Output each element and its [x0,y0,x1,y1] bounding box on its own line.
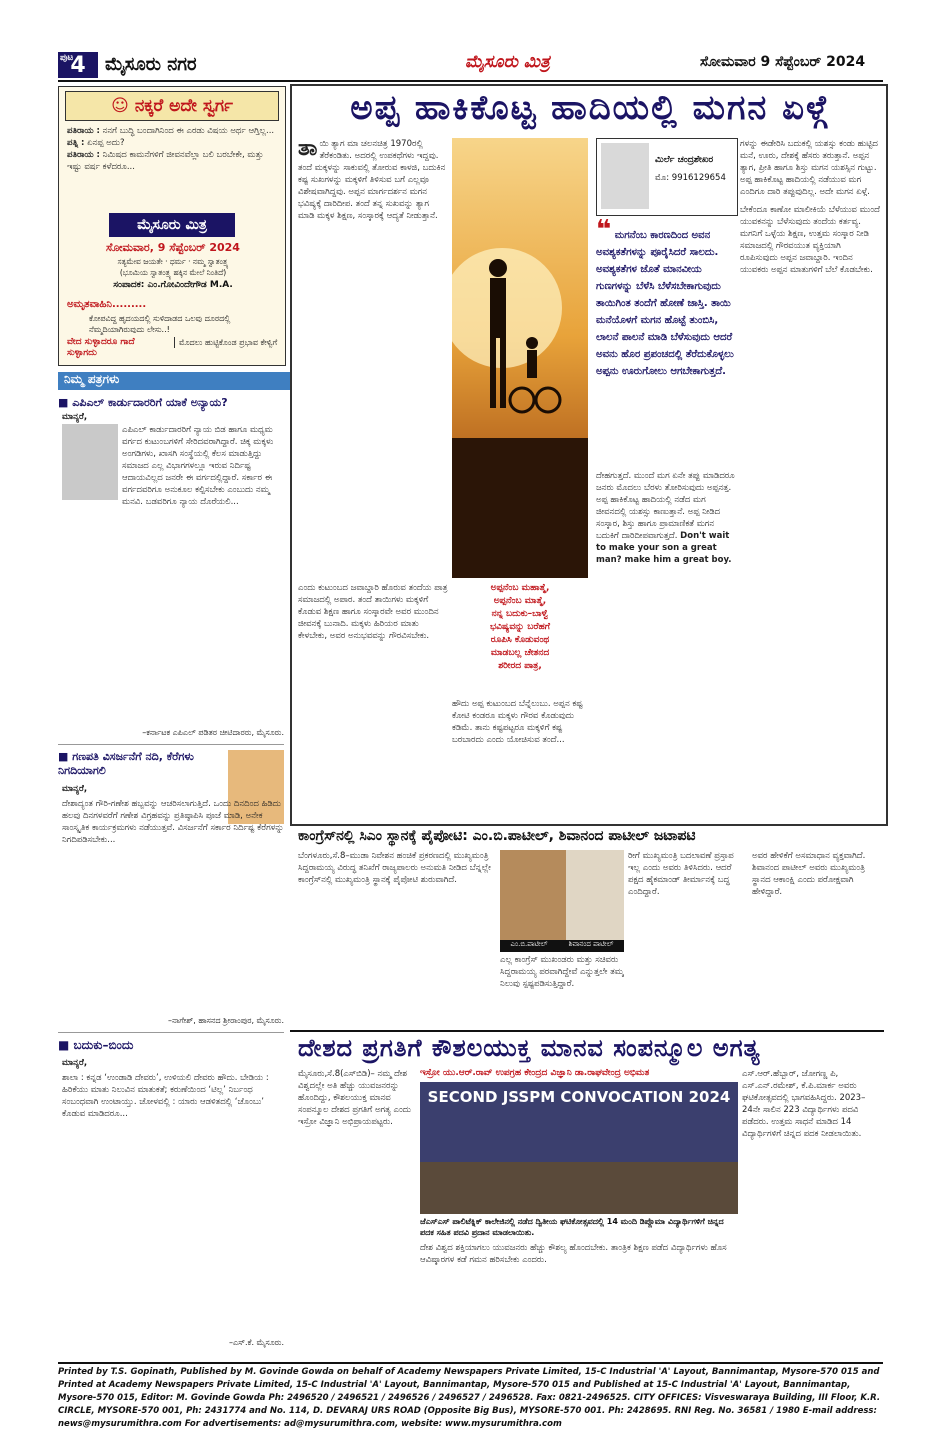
footer-imprint: Printed by T.S. Gopinath, Published by M. Govinde Gowda on behalf of Academy Newspapers Private Limited, 15-C Industrial 'A' Layout, Bannimantap, Mysore-570 015 and Printed at Academy Newspapers Private Limited, 15-C Industrial 'A' Layout, Bannimantap, Mysore-570 015 and Published at 15-C Industrial 'A' Layout, Bannimantap, Mysore-570 015, Editor: M. Govinde Gowda Ph: 2496520 / 2496521 / 2496526 / 2496527 / 2496528. Fax: 0821-2496525. CITY OFFICES: Visveswaraya Building, III Floor, K.R. CIRCLE, MYSORE-570 001, Ph: 2431774 and No. 114, D. DEVARAJ URS ROAD (Opposite Big Bus), MYSORE-570 001. Ph: 2428695. RNI Reg. No. 36581 / 1980 E-mail address: news@mysurumithra.com For advertisements: ad@mysurumithra.com, website: www.mysurumithra.com [58,1367,881,1429]
letter-body-1: ಎಪಿಎಲ್ ಕಾರ್ಡುದಾರರಿಗೆ ನ್ಯಾಯ ಬಿಡ ಹಾಗೂ ಮಧ್ಯಮ ವರ್ಗದ ಕುಟುಂಬಗಳಿಗೆ ಸೇರಿದವರಾಗಿದ್ದಾರೆ. ಚಿಕ್ಕ ಮಕ್ಕಳು ಅಂಗಡಿಗಳು, ಖಾಸಗಿ ಸಂಸ್ಥೆಯಲ್ಲಿ ಕೆಲಸ ಮಾಡುತ್ತಿದ್ದು ಸಮಾಜದ ಎಲ್ಲ ವಿಭಾಗಗಳಲ್ಲೂ ಇರುವ ನಿರ್ದಿಷ್ಟ ಆದಾಯವಿಲ್ಲದ ಜನರೇ ಈ ವರ್ಗದಲ್ಲಿದ್ದಾರೆ. ಸರ್ಕಾರ ಈ ವರ್ಗದವರಿಗೂ ಅನುಕೂಲ ಕಲ್ಪಿಸಬೇಕು ಎಂಬುದು ನಮ್ಮ ಮನವಿ. ಬಡವರಿಗೂ ನ್ಯಾಯ ದೊರೆಯಲಿ... [122,425,274,507]
letter-title-2: ■ ಗಣಪತಿ ವಿಸರ್ಜನೆಗೆ ನದಿ, ಕೆರೆಗಳು ನಿಗದಿಯಾಗಲಿ [58,750,194,777]
ration-card-image [62,424,118,500]
convocation-photo [420,1082,738,1214]
author-photo [601,143,649,209]
convocation-banner: SECOND JSSPM CONVOCATION 2024 [427,1088,731,1106]
veda-left: ವೇದ ಸುಳ್ಳಾದರೂ ಗಾದೆ ಸುಳ್ಳಾಗದು [67,337,135,358]
main-headline: ಅಪ್ಪ ಹಾಕಿಕೊಟ್ಟ ಹಾದಿಯಲ್ಲಿ ಮಗನ ಏಳ್ಗೆ [350,88,830,128]
letter-body-2: ದೇಶಾದ್ಯಂತ ಗೌರಿ-ಗಣೇಶ ಹಬ್ಬವನ್ನು ಆಚರಿಸಲಾಗುತ್ತಿದೆ. ಒಂದು ದಿನದಿಂದ ಹಿಡಿದು ಹಲವು ದಿನಗಳವರೆಗೆ ಗಣೇಶ ವಿಗ್ರಹವನ್ನು ಪ್ರತಿಷ್ಠಾಪಿಸಿ ಪೂಜೆ ಮಾಡಿ, ಅನೇಕ ಸಾಂಸ್ಕೃತಿಕ ಕಾರ್ಯಕ್ರಮಗಳು ನಡೆಯುತ್ತವೆ. ವಿಸರ್ಜನೆಗೆ ಸರ್ಕಾರ ನಿರ್ದಿಷ್ಟ ಕೆರೆಗಳನ್ನು ನಿಗದಿಪಡಿಸಬೇಕು... [62,799,284,845]
main-body-4: ದೇಹಗುತ್ತದೆ. ಮುಂದೆ ಮಗ ಏನೇ ತಪ್ಪು ಮಾಡಿದರೂ ಜನರು ಮೊದಲು ಬೆರಳು ತೋರಿಸುವುದು ಅಪ್ಪನತ್ತ. ಅಪ್ಪ ಹಾಕಿಕೊಟ್ಟ ಹಾದಿಯಲ್ಲಿ ನಡೆದ ಮಗ ಜೀವನದಲ್ಲಿ ಯಶಸ್ಸು ಕಾಣುತ್ತಾನೆ. ಅಪ್ಪ ನೀಡಿದ ಸಂಸ್ಕಾರ, ಶಿಸ್ತು ಹಾಗೂ ಪ್ರಾಮಾಣಿಕತೆ ಮಗನ ಬದುಕಿಗೆ ದಾರಿದೀಪವಾಗುತ್ತದೆ. Don't wait to make your son a great man? make him a great boy. [596,471,735,565]
page-number-badge [58,52,98,78]
quote-mark-icon: ❝ [596,215,612,245]
page-number: 4 [70,52,86,78]
baduku-salutation: ಮಾನ್ಯರೆ, [62,1058,88,1068]
qa-row: ಪತ್ನಿ : ಏನಪ್ಪ ಅದು? [67,138,125,148]
editor-line: ಸಂಪಾದಕ: ಎಂ.ಗೋವಿಂದೇಗೌಡ M.A. [113,280,233,290]
smile-icon: ☺ [111,96,129,116]
baduku-title: ■ ಬದುಕು–ಬಿಂದು [58,1038,134,1052]
tagline-1: ಸತ್ಯಮೇವ ಜಯತೇ · ಧರ್ಮ · ನಮ್ಮ ಸ್ವಾತಂತ್ರ್ಯ [117,257,229,266]
joke-banner [65,91,279,121]
main-body-1: ತಾ ಯಿ ತ್ಯಾಗ ಮಾ ಚಲನಚಿತ್ರ 1970ರಲ್ಲಿ ತೆರೆಕಂಡಿತು. ಅದರಲ್ಲಿ ಉಪಕಥೆಗಳು ಇದ್ದವು. ತಂದೆ ಮಕ್ಕಳನ್ನು ಸಾಕುವಲ್ಲಿ ತೋರುವ ಕಾಳಜಿ, ಬದುಕಿನ ಕಷ್ಟ ಸುಖಗಳನ್ನು ಮಕ್ಕಳಿಗೆ ತಿಳಿಸುವ ಬಗೆ ಎಲ್ಲವೂ ವಿಶೇಷವಾಗಿದ್ದವು. ಅಪ್ಪನ ಮಾರ್ಗದರ್ಶನ ಮಗನ ಭವಿಷ್ಯಕ್ಕೆ ದಾರಿದೀಪ. ತಂದೆ ತನ್ನ ಸುಖವನ್ನು ತ್ಯಾಗ ಮಾಡಿ ಮಕ್ಕಳ ಶಿಕ್ಷಣ, ಸಂಸ್ಕಾರಕ್ಕೆ ಆದ್ಯತೆ ನೀಡುತ್ತಾನೆ. [298,138,446,221]
issue-date-box: ಸೋಮವಾರ, 9 ಸೆಪ್ಟೆಂಬರ್ 2024 [106,241,240,254]
photo-caption-bar: ಎಂ.ಬಿ.ಪಾಟೀಲ್ ಶಿವಾನಂದ ಪಾಟೀಲ್ [500,940,624,952]
letter-title-1: ■ ಎಪಿಎಲ್ ಕಾರ್ಡುದಾರರಿಗೆ ಯಾಕೆ ಅನ್ಯಾಯ? [58,396,228,409]
skill-headline: ದೇಶದ ಪ್ರಗತಿಗೆ ಕೌಶಲಯುಕ್ತ ಮಾನವ ಸಂಪನ್ಮೂಲ ಅಗತ್ಯ [298,1034,761,1062]
main-body-3: ಹೌದು ಅಪ್ಪ ಕುಟುಂಬದ ಬೆನ್ನೆಲುಬು. ಅಪ್ಪನ ಕಷ್ಟ ಕೋಟಿ ಕಂಡರೂ ಮಕ್ಕಳು ಗೌರವ ಕೊಡುವುದು ಕಡಿಮೆ. ತಾನು ಕಷ್ಟಪಟ್ಟರೂ ಮಕ್ಕಳಿಗೆ ಕಷ್ಟ ಬರಬಾರದು ಎಂದು ಯೋಚಿಸುವ ತಂದೆ... [452,699,583,745]
joke-banner-title: ನಕ್ಕರೆ ಅದೇ ಸ್ವರ್ಗ [134,96,233,116]
father-son-photo [452,138,588,578]
author-name: ಮಿರ್ಲೆ ಚಂದ್ರಶೇಖರ [655,155,714,165]
skill-body-3: ಎಸ್.ಆರ್.ಹೆಬ್ಬಾರ್, ಜೋಗಣ್ಣ ಪಿ, ಎಸ್.ಎನ್.ರಮೇಶ್, ಕೆ.ಪಿ.ಮಾರ್ಕ ಅವರು ಘಟಿಕೋತ್ಸವದಲ್ಲಿ ಭಾಗವಹಿಸಿದ್ದರು. 2023–24ನೇ ಸಾಲಿನ 223 ವಿದ್ಯಾರ್ಥಿಗಳು ಪದವಿ ಪಡೆದರು. ಉತ್ತಮ ಸಾಧನೆ ಮಾಡಿದ 14 ವಿದ್ಯಾರ್ಥಿಗಳಿಗೆ ಚಿನ್ನದ ಪದಕ ನೀಡಲಾಯಿತು. [742,1069,866,1139]
pull-quote: ❝ ಮಗನೆಂಬ ಕಾರಣದಿಂದ ಅವನ ಅವಶ್ಯಕತೆಗಳನ್ನು ಪೂರೈಸಿದರೆ ಸಾಲದು. ಅವಶ್ಯಕತೆಗಳ ಜೊತೆ ಮಾನವೀಯ ಗುಣಗಳನ್ನು ಬೆಳೆಸಿ ಬೆಳೆಸಬೇಕಾಗುವುದು ತಾಯಿಗಿಂತ ತಂದೆಗೆ ಹೋಣೆ ಜಾಸ್ತಿ. ತಾಯಿ ಮನೆಯೊಳಗೆ ಮಗನ ಹೊಟ್ಟೆ ತುಂಬಿಸಿ, ಲಾಲನೆ ಪಾಲನೆ ಮಾಡಿ ಬೆಳೆಸುವುದು ಆದರೆ ಅವನು ಹೊರ ಪ್ರಪಂಚದಲ್ಲಿ ತೆರೆದುಕೊಳ್ಳಲು ಅಪ್ಪನು ಊರುಗೋಲು ಆಗಬೇಕಾಗುತ್ತದೆ. [596,215,734,377]
shivanand-patil-photo [566,850,624,940]
congress-body-3: ರೀಗೆ ಮುಖ್ಯಮಂತ್ರಿ ಬದಲಾವಣೆ ಪ್ರಸ್ತಾಪ ಇಲ್ಲ ಎಂದು ಅವರು ತಿಳಿಸಿದರು. ಆದರೆ ಪಕ್ಷದ ಹೈಕಮಾಂಡ್ ತೀರ್ಮಾನಕ್ಕೆ ಬದ್ಧ ಎಂದಿದ್ದಾರೆ. [628,851,734,897]
tagline-2: (ಭೂಮಿಯ ಸ್ವಾತಂತ್ರ್ಯ ಹಕ್ಕಿನ ಮೇಲೆ ನಿಂತಿದೆ) [119,268,227,277]
silhouette-graphic [452,138,588,578]
letters-section-bar: ನಿಮ್ಮ ಪತ್ರಗಳು [58,372,290,390]
masthead: ಮೈಸೂರು ಮಿತ್ರ [465,52,550,72]
amrutavahini-title: ಅಮೃತವಾಹಿನಿ......... [67,299,147,310]
skill-subhead: ಇಸ್ರೋ ಯು.ಆರ್.ರಾವ್ ಉಪಗ್ರಹ ಕೇಂದ್ರದ ವಿಜ್ಞಾನಿ ಡಾ.ರಾಘವೇಂದ್ರ ಅಭಿಮತ [420,1068,650,1078]
congress-body-4: ಅವರ ಹೇಳಿಕೆಗೆ ಅಸಮಾಧಾನ ವ್ಯಕ್ತವಾಗಿದೆ. ಶಿವಾನಂದ ಪಾಟೀಲ್ ಅವರು ಮುಖ್ಯಮಂತ್ರಿ ಸ್ಥಾನದ ಆಕಾಂಕ್ಷಿ ಎಂದು ಪರೋಕ್ಷವಾಗಿ ಹೇಳಿದ್ದಾರೆ. [752,851,866,897]
qa-row: ಪತಿರಾಯ : ನಿಮಿಷದ ಕಾಮನೆಗಳಿಗೆ ಜೀವನವೆಲ್ಲಾ ಬಲಿ ಬರಬೇಕೇ, ಮತ್ತು ಇಷ್ಟು ವರ್ಷ ಕಳೆದರೂ... [67,150,264,172]
veda-right: ಮೊದಲು ಹುಟ್ಟಿಕೊಂಡ ಪ್ರಭಾವ ಕೇಳ್ವಿಗೆ [174,337,283,348]
issue-date: ಸೋಮವಾರ 9 ಸೆಪ್ಟೆಂಬರ್ 2024 [700,54,866,70]
left-top-box [58,86,286,366]
square-icon: ■ [58,750,69,763]
congress-body-1: ಬೆಂಗಳೂರು,ಸೆ.8–ಮುಡಾ ನಿವೇಶನ ಹಂಚಿಕೆ ಪ್ರಕರಣದಲ್ಲಿ ಮುಖ್ಯಮಂತ್ರಿ ಸಿದ್ದರಾಮಯ್ಯ ವಿರುದ್ಧ ತನಿಖೆಗೆ ರಾಜ್ಯಪಾಲರು ಅನುಮತಿ ನೀಡಿದ ಬೆನ್ನಲ್ಲೇ ಕಾಂಗ್ರೆಸ್‌ನಲ್ಲಿ ಮುಖ್ಯಮಂತ್ರಿ ಸ್ಥಾನಕ್ಕೆ ಪೈಪೋಟಿ ಶುರುವಾಗಿದೆ. [298,851,491,885]
square-icon: ■ [58,1038,70,1052]
main-body-2: ಎಂದು ಕುಟುಂಬದ ಜವಾಬ್ದಾರಿ ಹೊರುವ ತಂದೆಯ ಪಾತ್ರ ಸಮಾಜದಲ್ಲಿ ಅಪಾರ. ತಂದೆ ತಾಯಿಗಳು ಮಕ್ಕಳಿಗೆ ಕೊಡುವ ಶಿಕ್ಷಣ ಹಾಗೂ ಸಂಸ್ಕಾರವೇ ಅವರ ಮುಂದಿನ ಜೀವನಕ್ಕೆ ಬುನಾದಿ. ಮಕ್ಕಳು ಹಿರಿಯರ ಮಾತು ಕೇಳಬೇಕು, ಅವರ ಅನುಭವವನ್ನು ಗೌರವಿಸಬೇಕು. [298,583,448,641]
letter-signature-2: –ನಾಗೇಶ್, ಹಾಸನದ ಶ್ರೀರಾಂಪುರ, ಮೈಸೂರು. [168,1016,284,1025]
page-label: ಪುಟ [60,53,74,63]
amrutavahini-text: ಕೋಪವಿದ್ದ ಹೃದಯದಲ್ಲಿ ಸುಳಿದಾಡದ ಒಲವು ದೂರದಲ್ಲಿ ನೆಮ್ಮದಿಯಾಗಿರುವುದು ಲೇಸು..! [89,314,231,334]
author-phone: ಮೊ: 9916129654 [655,173,726,183]
convocation-caption: ಜೆಎಸ್ಎಸ್ ಪಾಲಿಟೆಕ್ನಿಕ್ ಕಾಲೇಜಿನಲ್ಲಿ ನಡೆದ ದ್ವಿತೀಯ ಘಟಿಕೋತ್ಸವದಲ್ಲಿ 14 ಮಂದಿ ಡಿಪ್ಲೊಮಾ ವಿದ್ಯಾರ್ಥಿಗಳಿಗೆ ಚಿನ್ನದ ಪದಕ ಸಹಿತ ಪದವಿ ಪ್ರದಾನ ಮಾಡಲಾಯಿತು. [420,1217,724,1237]
baduku-signature: –ಎಸ್.ಕೆ. ಮೈಸೂರು. [229,1338,284,1347]
drop-cap: ತಾ [298,138,318,161]
congress-headline: ಕಾಂಗ್ರೆಸ್‌ನಲ್ಲಿ ಸಿಎಂ ಸ್ಥಾನಕ್ಕೆ ಪೈಪೋಟಿ: ಎಂ.ಬಿ.ಪಾಟೀಲ್, ಶಿವಾನಂದ ಪಾಟೀಲ್ ಜಟಾಪಟಿ [298,828,696,844]
author-box [596,138,738,216]
congress-body-2: ಎಲ್ಲ ಕಾಂಗ್ರೆಸ್ ಮುಖಂಡರು ಮತ್ತು ಸಚಿವರು ಸಿದ್ದರಾಮಯ್ಯ ಪರವಾಗಿದ್ದೇವೆ ಎನ್ನುತ್ತಲೇ ತಮ್ಮ ನಿಲುವು ಸ್ಪಷ್ಟಪಡಿಸುತ್ತಿದ್ದಾರೆ. [500,955,624,989]
section-title: ಮೈಸೂರು ನಗರ [105,54,197,75]
skill-body-2: ದೇಶ ವಿಶ್ವದ ಶಕ್ತಿಯಾಗಲು ಯುವಜನರು ಹೆಚ್ಚು ಕೌಶಲ್ಯ ಹೊಂದಬೇಕು. ತಾಂತ್ರಿಕ ಶಿಕ್ಷಣ ಪಡೆದ ವಿದ್ಯಾರ್ಥಿಗಳು ಹೊಸ ಆವಿಷ್ಕಾರಗಳ ಕಡೆ ಗಮನ ಹರಿಸಬೇಕು ಎಂದರು. [420,1243,727,1265]
baduku-body: ಶಾಲಾ : ಕನ್ನಡ ‘ಉಂಡಾಡಿ ದೇವರು’, ಉಳಿಯಲಿ ದೇವರು ಹೌದು. ಬೇಡಿಯ : ಹಿರಿಕೆಯು ಮಾತು ನಿಲುವಿನ ಮಾತುಕತೆ; ಕರುಣೆಯಿಂದ ‘ಟಿಲ್ಲ’ ನಿರ್ಬಂಧ ಸಂಬಂಧವಾಗಿ ಉಂಟಾಯ್ತು. ಚೋಳವಲ್ಲಿ : ಯಾರು ಆಡಳಿತದಲ್ಲಿ ‘ಚೊಂಬು’ ಕೊಡುವ ಮಾಡಿದರೂ... [62,1073,269,1119]
qa-row: ಪತಿರಾಯ : ನನಗೆ ಬುದ್ಧಿ ಬಂದಾಗಿನಿಂದ ಈ ಎರಡು ವಿಷಯ ಅರ್ಥ ಆಗ್ತಿಲ್ಲ... [67,126,275,136]
poem-block: ಅಪ್ಪನೆಂಬ ಮಹಾತ್ಮೆ, ಅಪ್ಪನೆಂಬ ಮಾತ್ಮೆ, ನನ್ನ ಬದುಕು–ಬಾಳ್ವೆ ಭವಿಷ್ಯವನ್ನು ಬರೆಹಗೆ ರೂಪಿಸಿ ಕೊಡುವಂಥ ಮಾಡಬಲ್ಲ ಚೇತನದ ಶರೀರದ ಪಾತ್ರ, [490,583,550,671]
letter-salutation-1: ಮಾನ್ಯರೆ, [62,412,88,422]
skill-body-1: ಮೈಸೂರು,ಸೆ.8(ಎಸ್‌ಬಿಡಿ)– ನಮ್ಮ ದೇಶ ವಿಶ್ವದಲ್ಲೇ ಅತಿ ಹೆಚ್ಚು ಯುವಜನರನ್ನು ಹೊಂದಿದ್ದು, ಕೌಶಲಯುಕ್ತ ಮಾನವ ಸಂಪನ್ಮೂಲ ದೇಶದ ಪ್ರಗತಿಗೆ ಅಗತ್ಯ ಎಂದು ಇಸ್ರೋ ವಿಜ್ಞಾನಿ ಅಭಿಪ್ರಾಯಪಟ್ಟರು. [298,1069,411,1127]
paper-logo: ಮೈಸೂರು ಮಿತ್ರ [109,213,235,237]
letter-salutation-2: ಮಾನ್ಯರೆ, [62,784,88,794]
english-quote: Don't wait to make your son a great man? make him a great boy. [596,531,732,565]
square-icon: ■ [58,396,69,409]
main-body-5: ಗಳನ್ನು ಈಡೇರಿಸಿ ಬದುಕಲ್ಲಿ ಯಶಸ್ಸು ಕಂಡು ಹುಟ್ಟಿದ ಮನೆ, ಊರು, ದೇಶಕ್ಕೆ ಹೆಸರು ತರುತ್ತಾನೆ. ಅಪ್ಪನ ತ್ಯಾಗ, ಪ್ರೀತಿ ಹಾಗೂ ಶಿಸ್ತು ಮಗನ ಯಶಸ್ಸಿನ ಗುಟ್ಟು. ಅಪ್ಪ ಹಾಕಿಕೊಟ್ಟ ಹಾದಿಯಲ್ಲಿ ನಡೆಯುವ ಮಗ ಎಂದಿಗೂ ದಾರಿ ತಪ್ಪುವುದಿಲ್ಲ. ಅದೇ ಮಗನ ಏಳ್ಗೆ. ಬೇಕೆಂದೂ ಕಾಣೋ ಮಾಲೀಕಿಯೆ ಬೆಳೆಯುವ ಮುಂದೆ ಯುವಕನನ್ನು ಬೆಳೆಸುವುದು ತಂದೆಯ ಕರ್ತವ್ಯ. ಮಗನಿಗೆ ಒಳ್ಳೆಯ ಶಿಕ್ಷಣ, ಉತ್ತಮ ಸಂಸ್ಕಾರ ನೀಡಿ ಸಮಾಜದಲ್ಲಿ ಗೌರವಯುತ ವ್ಯಕ್ತಿಯಾಗಿ ರೂಪಿಸುವುದು ಅಪ್ಪನ ಜವಾಬ್ದಾರಿ. ಇಂದಿನ ಯುವಕರು ಅಪ್ಪನ ಮಾತುಗಳಿಗೆ ಬೆಲೆ ಕೊಡಬೇಕು. [740,139,880,275]
letter-signature-1: –ಕರ್ನಾಟಕ ಎಪಿಎಲ್ ಪಡಿತರ ಚೀಟಿದಾರರು, ಮೈಸೂರು. [142,728,284,737]
header-rule [58,80,883,82]
